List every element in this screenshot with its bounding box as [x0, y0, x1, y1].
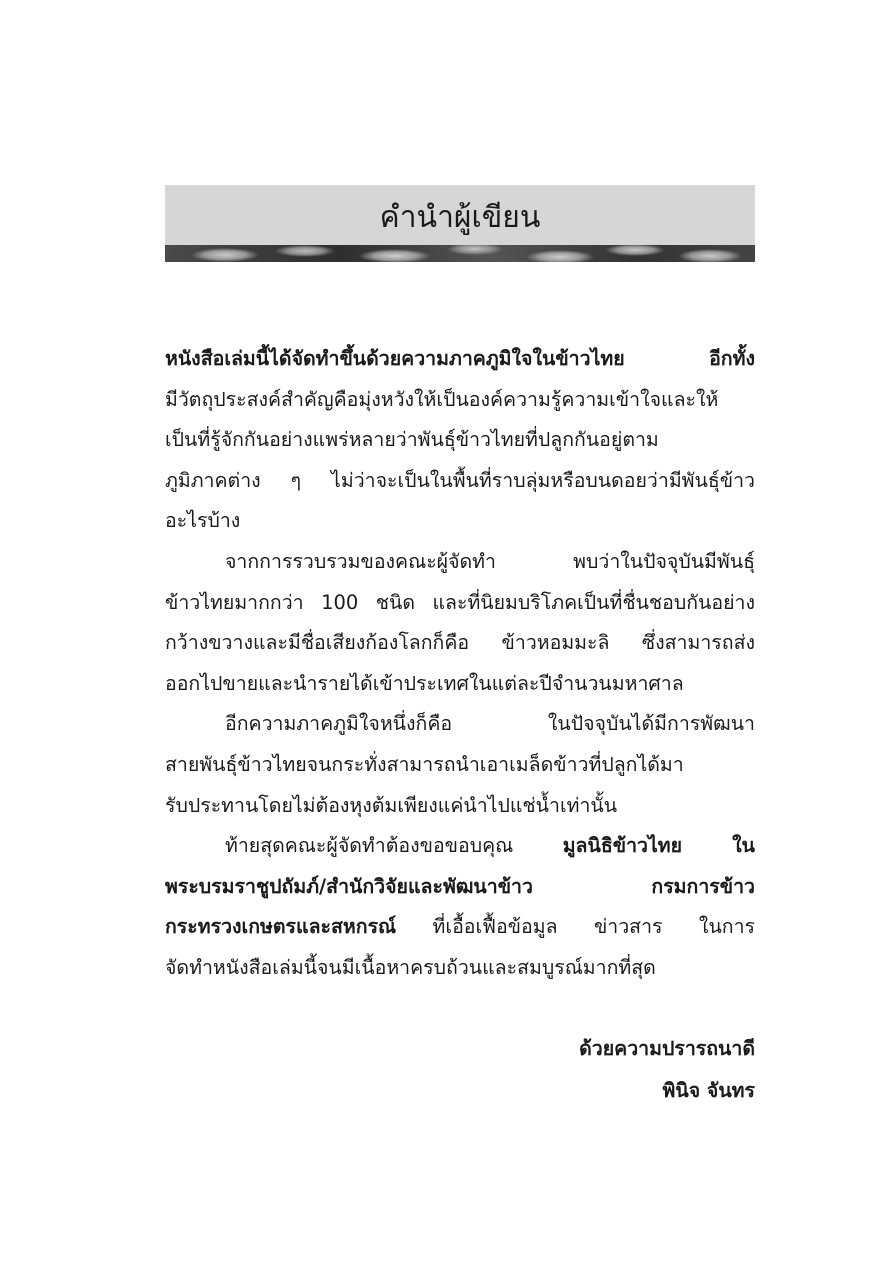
paragraph-1-line-2: มีวัตถุประสงค์สำคัญคือมุ่งหวังให้เป็นองค์ความรู้ความเข้าใจและให้	[165, 387, 719, 411]
ministry-name: กระทรวงเกษตรและสหกรณ์	[165, 915, 397, 939]
author-name: พินิจ จันทร	[662, 1079, 755, 1102]
preface-body	[165, 339, 755, 989]
signature-block	[579, 1028, 755, 1112]
paragraph-2-line-3: กว้างขวางและมีชื่อเสียงก้องโลกก็คือ ข้าวหอมมะลิ ซึ่งสามารถส่ง	[165, 631, 755, 655]
paragraph-4-line-2: พระบรมราชูปถัมภ์/สำนักวิจัยและพัฒนาข้าว กรมการข้าว	[165, 874, 755, 898]
paragraph-3-line-2: สายพันธุ์ข้าวไทยจนกระทั่งสามารถนำเอาเมล็ดข้าวที่ปลูกได้มา	[165, 752, 684, 776]
paragraph-3-line-3: รับประทานโดยไม่ต้องหุงต้มเพียงแค่นำไปแช่น้ำเท่านั้น	[165, 793, 618, 817]
rice-grain-image-strip	[165, 245, 755, 262]
paragraph-1-line-1: หนังสือเล่มนี้ได้จัดทำขึ้นด้วยความภาคภูมิใจในข้าวไทย อีกทั้ง	[165, 347, 755, 370]
paragraph-3-line-1: อีกความภาคภูมิใจหนึ่งก็คือ ในปัจจุบันได้มีการพัฒนา	[225, 712, 755, 736]
closing-phrase: ด้วยความปรารถนาดี	[579, 1037, 755, 1060]
paragraph-1-line-3: เป็นที่รู้จักกันอย่างแพร่หลายว่าพันธุ์ข้าวไทยที่ปลูกกันอยู่ตาม	[165, 428, 659, 452]
foundation-name: มูลนิธิข้าวไทย ใน	[562, 834, 755, 858]
paragraph-2-line-2: ข้าวไทยมากกว่า 100 ชนิด และที่นิยมบริโภคเป็นที่ชื่นชอบกันอย่าง	[165, 590, 755, 614]
acknowledgement-continuation: ที่เอื้อเฟื้อข้อมูล ข่าวสาร ในการ	[396, 915, 755, 939]
paragraph-2-line-1: จากการรวบรวมของคณะผู้จัดทำ พบว่าในปัจจุบันมีพันธุ์	[225, 549, 755, 573]
page-title: คำนำผู้เขียน	[379, 199, 541, 235]
acknowledgement-intro: ท้ายสุดคณะผู้จัดทำต้องขอขอบคุณ	[225, 834, 563, 858]
paragraph-1-line-5: อะไรบ้าง	[165, 509, 241, 533]
paragraph-4-line-1	[165, 826, 755, 867]
paragraph-4-line-3	[165, 907, 755, 948]
paragraph-4-line-4: จัดทำหนังสือเล่มนี้จนมีเนื้อหาครบถ้วนและสมบูรณ์มากที่สุด	[165, 955, 656, 979]
paragraph-1-line-4: ภูมิภาคต่าง ๆ ไม่ว่าจะเป็นในพื้นที่ราบลุ่มหรือบนดอยว่ามีพันธุ์ข้าว	[165, 468, 755, 492]
header-banner	[165, 185, 755, 245]
paragraph-2-line-4: ออกไปขายและนำรายได้เข้าประเทศในแต่ละปีจำนวนมหาศาล	[165, 671, 684, 695]
